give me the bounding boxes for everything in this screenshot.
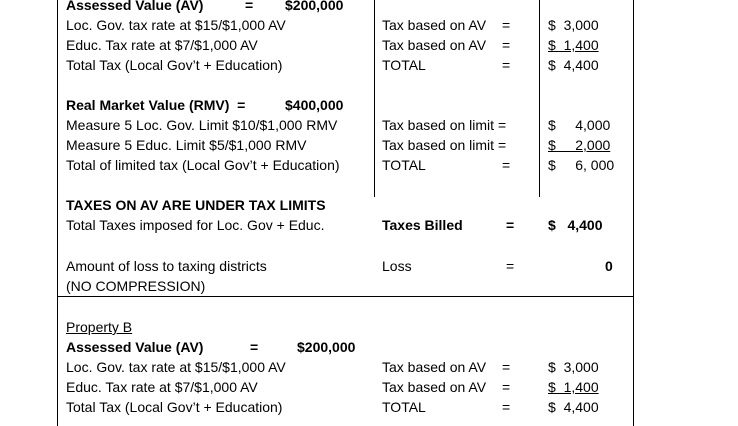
mid-label: TOTAL	[382, 57, 426, 73]
rmv-value: $400,000	[285, 97, 344, 113]
total-tax-label: Total Tax (Local Gov’t + Education)	[66, 399, 283, 415]
taxes-billed-value: $ 4,400	[548, 217, 603, 233]
col-divider-1	[374, 0, 375, 197]
left-border	[57, 0, 58, 426]
av-label: Assessed Value (AV)	[66, 0, 204, 13]
value-cell: $ 6, 000	[548, 157, 615, 173]
mid-label: Tax based on limit =	[382, 117, 507, 133]
value-cell: $ 3,000	[548, 17, 599, 33]
value-cell: $ 4,400	[548, 57, 599, 73]
value-cell: $ 2,000	[548, 137, 611, 153]
value-cell: $ 1,400	[548, 37, 599, 53]
loc-gov-rate: Loc. Gov. tax rate at $15/$1,000 AV	[66, 359, 286, 375]
limited-total-label: Total of limited tax (Local Gov’t + Education)	[66, 157, 340, 173]
mid-label: Tax based on AV	[382, 37, 487, 53]
educ-rate: Educ. Tax rate at $7/$1,000 AV	[66, 37, 258, 53]
rmv-label: Real Market Value (RMV) =	[66, 97, 246, 113]
loss-value: 0	[605, 258, 613, 274]
av-equals: =	[245, 0, 254, 13]
value-cell: $ 4,400	[548, 399, 599, 415]
educ-limit: Measure 5 Educ. Limit $5/$1,000 RMV	[66, 137, 307, 153]
loss-label: Loss	[382, 258, 412, 274]
value-cell: $ 4,000	[548, 117, 611, 133]
equals-sign: =	[502, 37, 511, 53]
equals-sign: =	[502, 17, 511, 33]
equals-sign: =	[502, 57, 511, 73]
av-value: $200,000	[285, 0, 344, 13]
equals-sign: =	[502, 157, 511, 173]
mid-label: TOTAL	[382, 399, 426, 415]
mid-label: Tax based on AV	[382, 359, 487, 375]
equals-sign: =	[502, 399, 511, 415]
av-label: Assessed Value (AV)	[66, 339, 204, 355]
total-imposed-label: Total Taxes imposed for Loc. Gov + Educ.	[66, 217, 325, 233]
loss-label-line2: (NO COMPRESSION)	[66, 278, 206, 294]
property-title: Property B	[66, 319, 133, 335]
mid-label: Tax based on AV	[382, 379, 487, 395]
loc-gov-rate: Loc. Gov. tax rate at $15/$1,000 AV	[66, 17, 286, 33]
row-divider	[57, 296, 634, 297]
equals-sign: =	[506, 217, 515, 233]
section-heading: TAXES ON AV ARE UNDER TAX LIMITS	[66, 197, 326, 213]
value-cell: $ 3,000	[548, 359, 599, 375]
av-equals: =	[250, 339, 259, 355]
right-border	[633, 0, 634, 426]
col-divider-2	[539, 0, 540, 197]
equals-sign: =	[506, 258, 515, 274]
value-cell: $ 1,400	[548, 379, 599, 395]
mid-label: TOTAL	[382, 157, 426, 173]
mid-label: Tax based on limit =	[382, 137, 507, 153]
loss-label-line1: Amount of loss to taxing districts	[66, 258, 267, 274]
taxes-billed-label: Taxes Billed	[382, 217, 463, 233]
equals-sign: =	[502, 379, 511, 395]
mid-label: Tax based on AV	[382, 17, 487, 33]
equals-sign: =	[502, 359, 511, 375]
total-tax-label: Total Tax (Local Gov’t + Education)	[66, 57, 283, 73]
loc-gov-limit: Measure 5 Loc. Gov. Limit $10/$1,000 RMV	[66, 117, 338, 133]
educ-rate: Educ. Tax rate at $7/$1,000 AV	[66, 379, 258, 395]
av-value: $200,000	[297, 339, 356, 355]
